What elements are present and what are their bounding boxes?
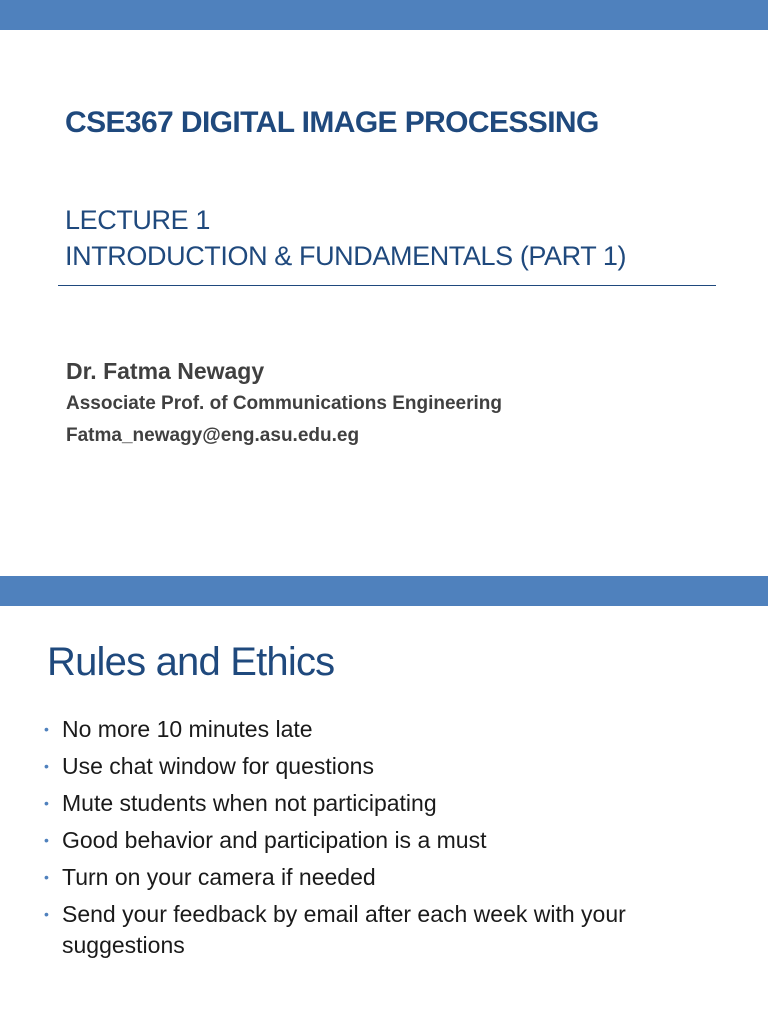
bullet-icon: • bbox=[44, 795, 49, 811]
list-item-text: Mute students when not participating bbox=[62, 790, 437, 816]
list-item bbox=[44, 751, 724, 782]
list-item-text: Use chat window for questions bbox=[62, 753, 374, 779]
list-item bbox=[44, 788, 724, 819]
list-item-text: Turn on your camera if needed bbox=[62, 864, 376, 890]
list-item-text: Good behavior and participation is a must bbox=[62, 827, 487, 853]
list-item-text: No more 10 minutes late bbox=[62, 716, 313, 742]
bullet-icon: • bbox=[44, 906, 49, 922]
rules-list bbox=[44, 714, 724, 967]
top-accent-band bbox=[0, 0, 768, 30]
list-item bbox=[44, 714, 724, 745]
bullet-icon: • bbox=[44, 758, 49, 774]
lecture-number: LECTURE 1 bbox=[65, 205, 210, 235]
course-title: CSE367 DIGITAL IMAGE PROCESSING bbox=[65, 106, 599, 139]
list-item-text: Send your feedback by email after each week with your suggestions bbox=[62, 901, 626, 958]
title-divider bbox=[58, 285, 716, 286]
bullet-icon: • bbox=[44, 721, 49, 737]
rules-title: Rules and Ethics bbox=[47, 640, 335, 684]
presenter-role: Associate Prof. of Communications Engineering bbox=[66, 393, 503, 414]
lecture-subtitle bbox=[65, 202, 626, 274]
presenter-name: Dr. Fatma Newagy bbox=[66, 358, 265, 384]
presenter-email: Fatma_newagy@eng.asu.edu.eg bbox=[66, 425, 360, 446]
list-item bbox=[44, 825, 724, 856]
lecture-topic: INTRODUCTION & FUNDAMENTALS (PART 1) bbox=[65, 241, 627, 271]
slide-separator-band bbox=[0, 576, 768, 606]
bullet-icon: • bbox=[44, 832, 49, 848]
list-item bbox=[44, 862, 724, 893]
bullet-icon: • bbox=[44, 869, 49, 885]
list-item bbox=[44, 899, 724, 961]
